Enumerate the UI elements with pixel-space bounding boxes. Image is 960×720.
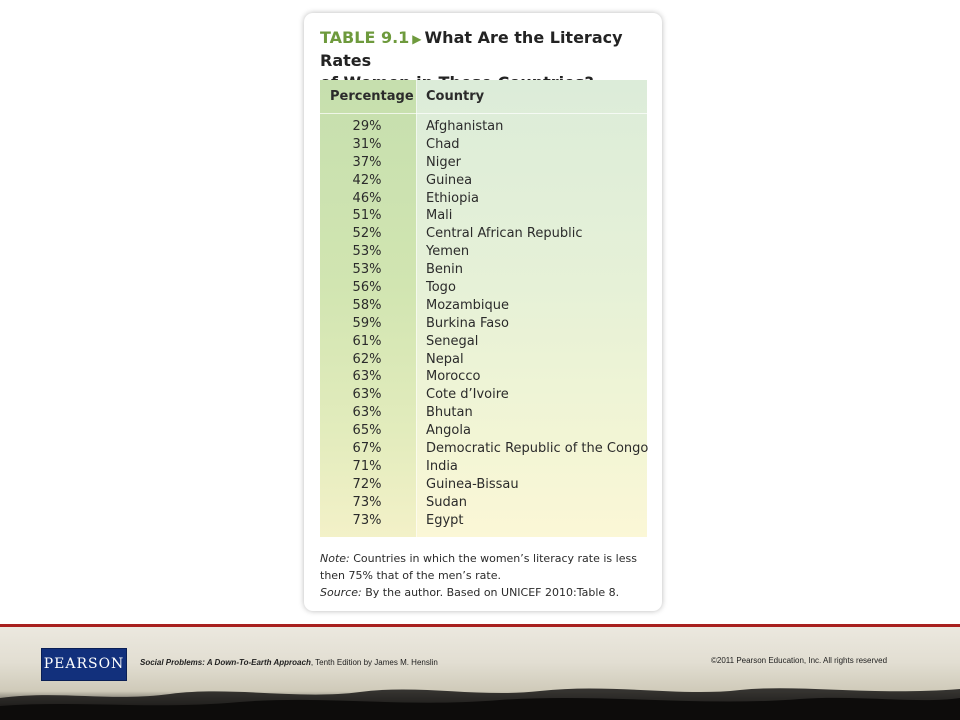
table-number: TABLE 9.1	[320, 28, 410, 47]
literacy-table	[320, 80, 647, 537]
country-cell: Yemen	[426, 244, 470, 260]
table-row	[320, 351, 647, 369]
table-row	[320, 440, 647, 458]
table-row	[320, 207, 647, 225]
percentage-cell: 51%	[352, 208, 382, 224]
percentage-cell: 62%	[352, 351, 382, 367]
table-row	[320, 243, 647, 261]
country-cell: Sudan	[426, 494, 467, 510]
percentage-cell: 56%	[352, 280, 382, 296]
table-row	[320, 118, 647, 136]
percentage-cell: 29%	[352, 119, 382, 134]
country-cell: Bhutan	[426, 405, 473, 421]
table-title-line1: What Are the Literacy Rates	[320, 28, 623, 70]
header-percentage: Percentage	[330, 89, 414, 104]
table-row	[320, 315, 647, 333]
country-cell: Chad	[426, 136, 460, 152]
country-cell: Niger	[426, 154, 461, 170]
triangle-right-icon: ▶	[412, 32, 422, 46]
table-row	[320, 190, 647, 208]
country-cell: Angola	[426, 423, 471, 439]
table-row	[320, 422, 647, 440]
table-row	[320, 136, 647, 154]
percentage-cell: 73%	[352, 494, 382, 510]
grunge-texture	[0, 680, 960, 720]
table-row	[320, 386, 647, 404]
percentage-cell: 59%	[352, 315, 382, 331]
slide-footer	[0, 624, 960, 720]
header-country: Country	[426, 89, 485, 104]
country-cell: Nepal	[426, 351, 464, 367]
country-cell: Guinea-Bissau	[426, 476, 519, 492]
percentage-cell: 52%	[352, 226, 382, 242]
table-row	[320, 172, 647, 190]
country-cell: Ethiopia	[426, 190, 479, 206]
table-row	[320, 476, 647, 494]
table-row	[320, 333, 647, 351]
book-title: Social Problems: A Down-To-Earth Approach	[140, 658, 311, 667]
table-row	[320, 225, 647, 243]
table-row	[320, 297, 647, 315]
country-cell: Morocco	[426, 369, 481, 385]
table-row	[320, 261, 647, 279]
source-label: Source:	[320, 586, 362, 599]
pearson-logo: PEARSON	[41, 648, 127, 681]
table-card	[304, 13, 662, 611]
source-text: By the author. Based on UNICEF 2010:Table 8.	[361, 586, 620, 599]
country-cell: Democratic Republic of the Congo	[426, 441, 649, 457]
percentage-cell: 53%	[352, 262, 382, 278]
percentage-cell: 72%	[352, 476, 382, 492]
table-row	[320, 458, 647, 476]
country-cell: Togo	[426, 280, 456, 296]
country-cell: Burkina Faso	[426, 315, 509, 331]
percentage-cell: 63%	[352, 387, 382, 403]
country-cell: Afghanistan	[426, 119, 504, 134]
percentage-cell: 37%	[352, 154, 382, 170]
percentage-cell: 71%	[352, 458, 382, 474]
country-cell: Guinea	[426, 172, 473, 188]
table-row	[320, 512, 647, 530]
footer-red-rule	[0, 624, 960, 627]
country-cell: Egypt	[426, 512, 464, 528]
percentage-cell: 42%	[352, 172, 382, 188]
table-row	[320, 494, 647, 512]
table-row	[320, 154, 647, 172]
book-edition: , Tenth Edition by James M. Henslin	[310, 658, 438, 667]
copyright: ©2011 Pearson Education, Inc. All rights reserved	[711, 656, 888, 665]
note-text: Countries in which the women’s literacy rate is less then 75% that of the men’s rate.	[320, 552, 637, 582]
country-cell: Benin	[426, 262, 464, 278]
table-row	[320, 368, 647, 386]
country-cell: Mozambique	[426, 297, 509, 313]
percentage-cell: 65%	[352, 423, 382, 439]
country-cell: India	[426, 458, 458, 474]
table-body	[320, 118, 647, 529]
percentage-cell: 58%	[352, 297, 382, 313]
table-row	[320, 279, 647, 297]
source-line	[320, 584, 650, 601]
note-line	[320, 550, 650, 584]
note-label: Note:	[320, 552, 350, 565]
percentage-cell: 53%	[352, 244, 382, 260]
percentage-cell: 46%	[352, 190, 382, 206]
country-cell: Cote d’Ivoire	[426, 387, 509, 403]
country-cell: Central African Republic	[426, 226, 583, 242]
percentage-cell: 73%	[352, 512, 382, 528]
percentage-cell: 63%	[352, 369, 382, 385]
percentage-cell: 63%	[352, 405, 382, 421]
percentage-cell: 67%	[352, 441, 382, 457]
table-notes	[320, 550, 650, 601]
country-cell: Mali	[426, 208, 453, 224]
percentage-cell: 61%	[352, 333, 382, 349]
table-row	[320, 404, 647, 422]
header-divider	[320, 113, 647, 114]
country-cell: Senegal	[426, 333, 479, 349]
book-citation	[140, 658, 438, 667]
percentage-cell: 31%	[352, 136, 382, 152]
